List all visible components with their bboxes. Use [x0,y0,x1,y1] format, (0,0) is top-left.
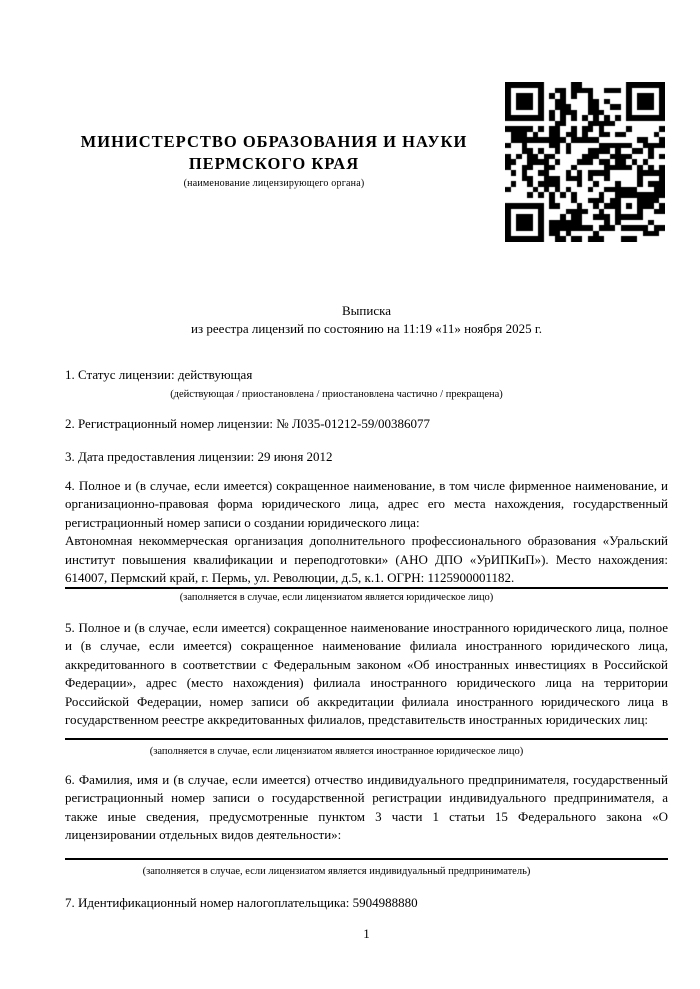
foreign-entity-rule [65,738,668,740]
grant-date-line: 3. Дата предоставления лицензии: 29 июня 2012 [65,449,333,464]
document-subtitle: из реестра лицензий по состоянию на 11:19 «11» ноября 2025 г. [191,321,542,337]
registration-number-line: 2. Регистрационный номер лицензии: № Л035-01212-59/00386077 [65,416,431,431]
legal-entity-section [65,477,668,587]
taxpayer-id-line: 7. Идентификационный номер налогоплательщика: 5904988880 [65,895,418,910]
issuing-authority-header [62,131,486,190]
issuing-authority-name-line1: МИНИСТЕРСТВО ОБРАЗОВАНИЯ И НАУКИ [80,132,468,151]
legal-entity-caption: (заполняется в случае, если лицензиатом является юридическое лицо) [179,592,494,603]
entrepreneur-rule [65,858,668,860]
entrepreneur-caption: (заполняется в случае, если лицензиатом является индивидуальный предприниматель) [142,866,531,877]
issuing-authority-name-line2: ПЕРМСКОГО КРАЯ [188,154,360,173]
document-title: Выписка [342,303,391,318]
license-status-line: 1. Статус лицензии: действующая [65,367,253,382]
entrepreneur-section: 6. Фамилия, имя и (в случае, если имеется) отчество индивидуального предпринимателя, государственный регистрационный номер записи о государственной регистрации индивидуального предпринимателя, а также иные сведения, предусмотренные пунктом 3 части 1 статьи 15 Федерального закона «О лицензировании отдельных видов деятельности»: [65,772,668,843]
foreign-entity-section: 5. Полное и (в случае, если имеется) сокращенное наименование иностранного юридического лица, полное и (в случае, если имеется) сокращенное наименование филиала иностранного юридического лица, аккредитованного в соответствии с Федеральным законом «Об иностранных инвестициях в Российской Федерации», адрес (место нахождения) филиала иностранного юридического лица на территории Российской Федерации, номер записи об аккредитации филиала иностранного юридического лица в государственном реестре аккредитованных филиалов, представительств иностранных юридических лиц: [65,620,668,728]
legal-entity-value: Автономная некоммерческая организация дополнительного профессионального образования «Уральский институт повышения квалификации и переподготовки» (АНО ДПО «УрИПКиП»). Место нахождения: 614007, Пермский край, г. Пермь, ул. Революции, д.5, к.1. ОГРН: 1125900001182. [65,533,668,586]
document-title-block [65,302,668,339]
qr-code [505,82,665,242]
foreign-entity-caption: (заполняется в случае, если лицензиатом является иностранное юридическое лицо) [149,746,524,757]
legal-entity-rule [65,587,668,589]
page-number: 1 [363,926,370,941]
legal-entity-label: 4. Полное и (в случае, если имеется) сокращенное наименование, в том числе фирменное наименование, и организационно-правовая форма юридического лица, адрес его места нахождения, государственный регистрационный номер записи о создании юридического лица: [65,478,668,530]
issuing-authority-caption: (наименование лицензирующего органа) [183,178,365,189]
license-status-options-caption: (действующая / приостановлена / приостановлена частично / прекращена) [170,389,503,400]
